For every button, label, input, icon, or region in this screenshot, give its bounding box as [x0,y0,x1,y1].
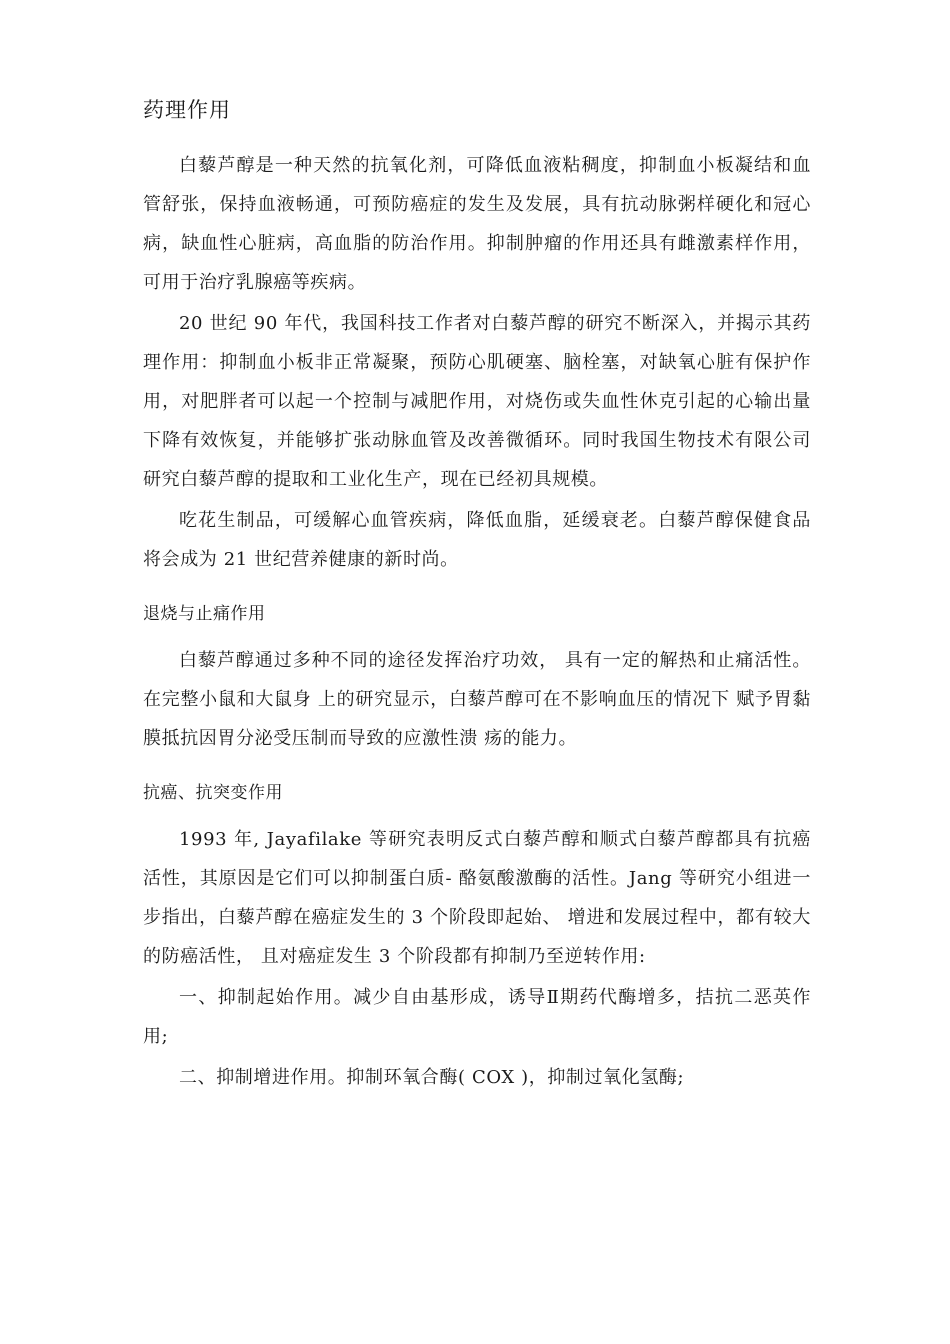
paragraph-antipyretic-1: 白藜芦醇通过多种不同的途径发挥治疗功效， 具有一定的解热和止痛活性。在完整小鼠和大鼠身 上的研究显示，白藜芦醇可在不影响血压的情况下 赋予胃黏膜抵抗因胃分泌受压制而导致的应激性溃 疡的能力。 [143,650,811,749]
section-title-anticancer: 抗癌、抗突变作用 [143,783,283,803]
paragraph-anticancer-2: 一、抑制起始作用。减少自由基形成，诱导Ⅱ期药代酶增多，拮抗二恶英作用; [143,987,811,1047]
document-body [143,92,811,1097]
paragraph-pharmacology-3: 吃花生制品，可缓解心血管疾病，降低血脂，延缓衰老。白藜芦醇保健食品将会成为 21 世纪营养健康的新时尚。 [143,510,811,570]
paragraph-pharmacology-2: 20 世纪 90 年代，我国科技工作者对白藜芦醇的研究不断深入，并揭示其药理作用：抑制血小板非正常凝聚，预防心肌硬塞、脑栓塞，对缺氧心脏有保护作用，对肥胖者可以起一个控制与减肥作用，对烧伤或失血性休克引起的心输出量下降有效恢复，并能够扩张动脉血管及改善微循环。同时我国生物技术有限公司研究白藜芦醇的提取和工业化生产，现在已经初具规模。 [143,313,811,490]
paragraph-pharmacology-1: 白藜芦醇是一种天然的抗氧化剂，可降低血液粘稠度，抑制血小板凝结和血管舒张，保持血液畅通，可预防癌症的发生及发展，具有抗动脉粥样硬化和冠心病，缺血性心脏病，高血脂的防治作用。抑制肿瘤的作用还具有雌激素样作用，可用于治疗乳腺癌等疾病。 [143,155,811,293]
section-title-pharmacology: 药理作用 [143,98,231,122]
paragraph-anticancer-1: 1993 年, Jayafilake 等研究表明反式白藜芦醇和顺式白藜芦醇都具有抗癌活性，其原因是它们可以抑制蛋白质- 酪氨酸激酶的活性。Jang 等研究小组进一步指出，白藜芦醇在癌症发生的 3 个阶段即起始、 增进和发展过程中，都有较大的防癌活性， 且对癌症发生 3 个阶段都有抑制乃至逆转作用: [143,829,811,967]
section-title-antipyretic: 退烧与止痛作用 [143,604,266,624]
paragraph-anticancer-3: 二、抑制增进作用。抑制环氧合酶( COX )，抑制过氧化氢酶; [179,1067,685,1088]
